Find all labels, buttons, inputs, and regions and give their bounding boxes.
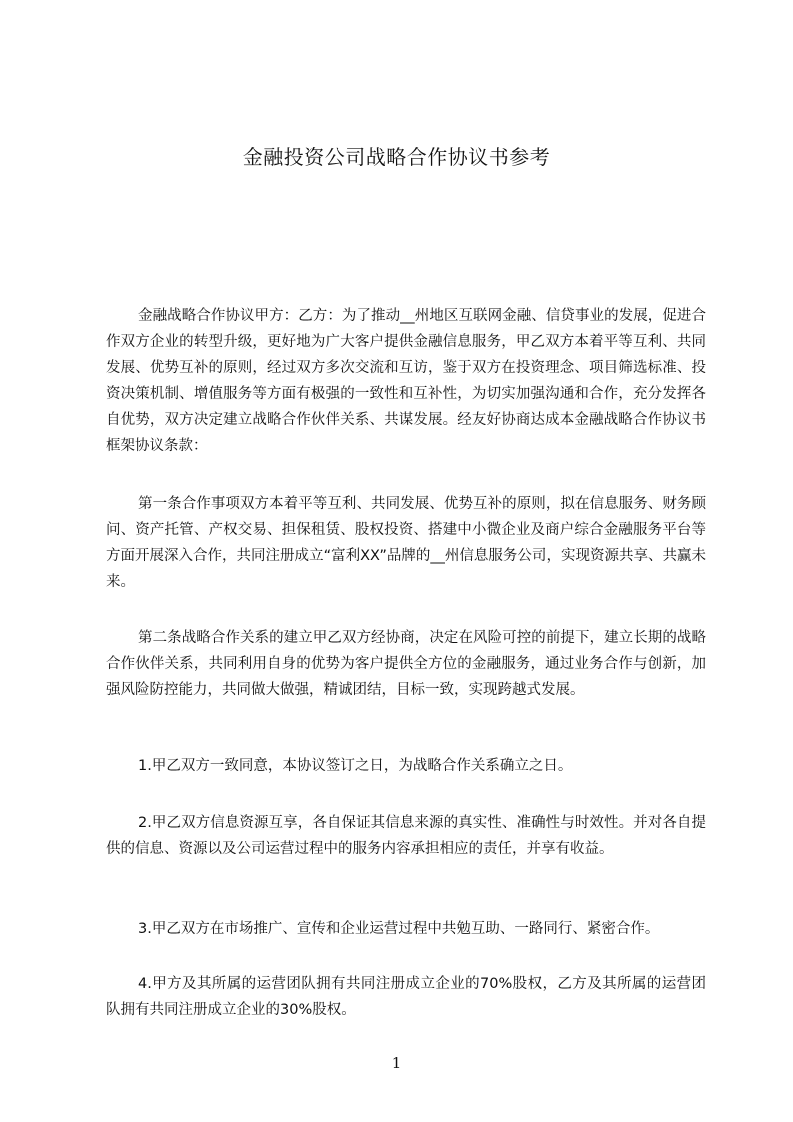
paragraph-article-1: 第一条合作事项双方本着平等互利、共同发展、优势互补的原则，拟在信息服务、财务顾问、资产托管、产权交易、担保租赁、股权投资、搭建中小微企业及商户综合金融服务平台等方面开展深入合作，共同注册成立“富利XX”品牌的__州信息服务公司，实现资源共享、共赢未来。 — [106, 495, 706, 590]
paragraph-item-2: 2.甲乙双方信息资源互享，各自保证其信息来源的真实性、准确性与时效性。并对各自提供的信息、资源以及公司运营过程中的服务内容承担相应的责任，并享有收益。 — [106, 814, 706, 857]
paragraph-item-1: 1.甲乙双方一致同意，本协议签订之日，为战略合作关系确立之日。 — [138, 757, 573, 774]
paragraph-item-3: 3.甲乙双方在市场推广、宣传和企业运营过程中共勉互助、一路同行、紧密合作。 — [138, 920, 660, 937]
paragraph-preamble: 金融战略合作协议甲方：乙方：为了推动__州地区互联网金融、信贷事业的发展，促进合作双方企业的转型升级，更好地为广大客户提供金融信息服务，甲乙双方本着平等互利、共同发展、优势互补的原则，经过双方多次交流和互访，鉴于双方在投资理念、项目筛选标准、投资决策机制、增值服务等方面有极强的一致性和互补性，为切实加强沟通和合作，充分发挥各自优势，双方决定建立战略合作伙伴关系、共谋发展。经友好协商达成本金融战略合作协议书框架协议条款： — [106, 307, 706, 454]
paragraph-item-4: 4.甲方及其所属的运营团队拥有共同注册成立企业的70%股权，乙方及其所属的运营团队拥有共同注册成立企业的30%股权。 — [106, 975, 706, 1018]
paragraph-article-2: 第二条战略合作关系的建立甲乙双方经协商，决定在风险可控的前提下，建立长期的战略合作伙伴关系，共同利用自身的优势为客户提供全方位的金融服务，通过业务合作与创新，加强风险防控能力，共同做大做强，精诚团结，目标一致，实现跨越式发展。 — [106, 629, 706, 698]
document-title: 金融投资公司战略合作协议书参考 — [242, 145, 551, 169]
page-number: 1 — [391, 1054, 402, 1072]
